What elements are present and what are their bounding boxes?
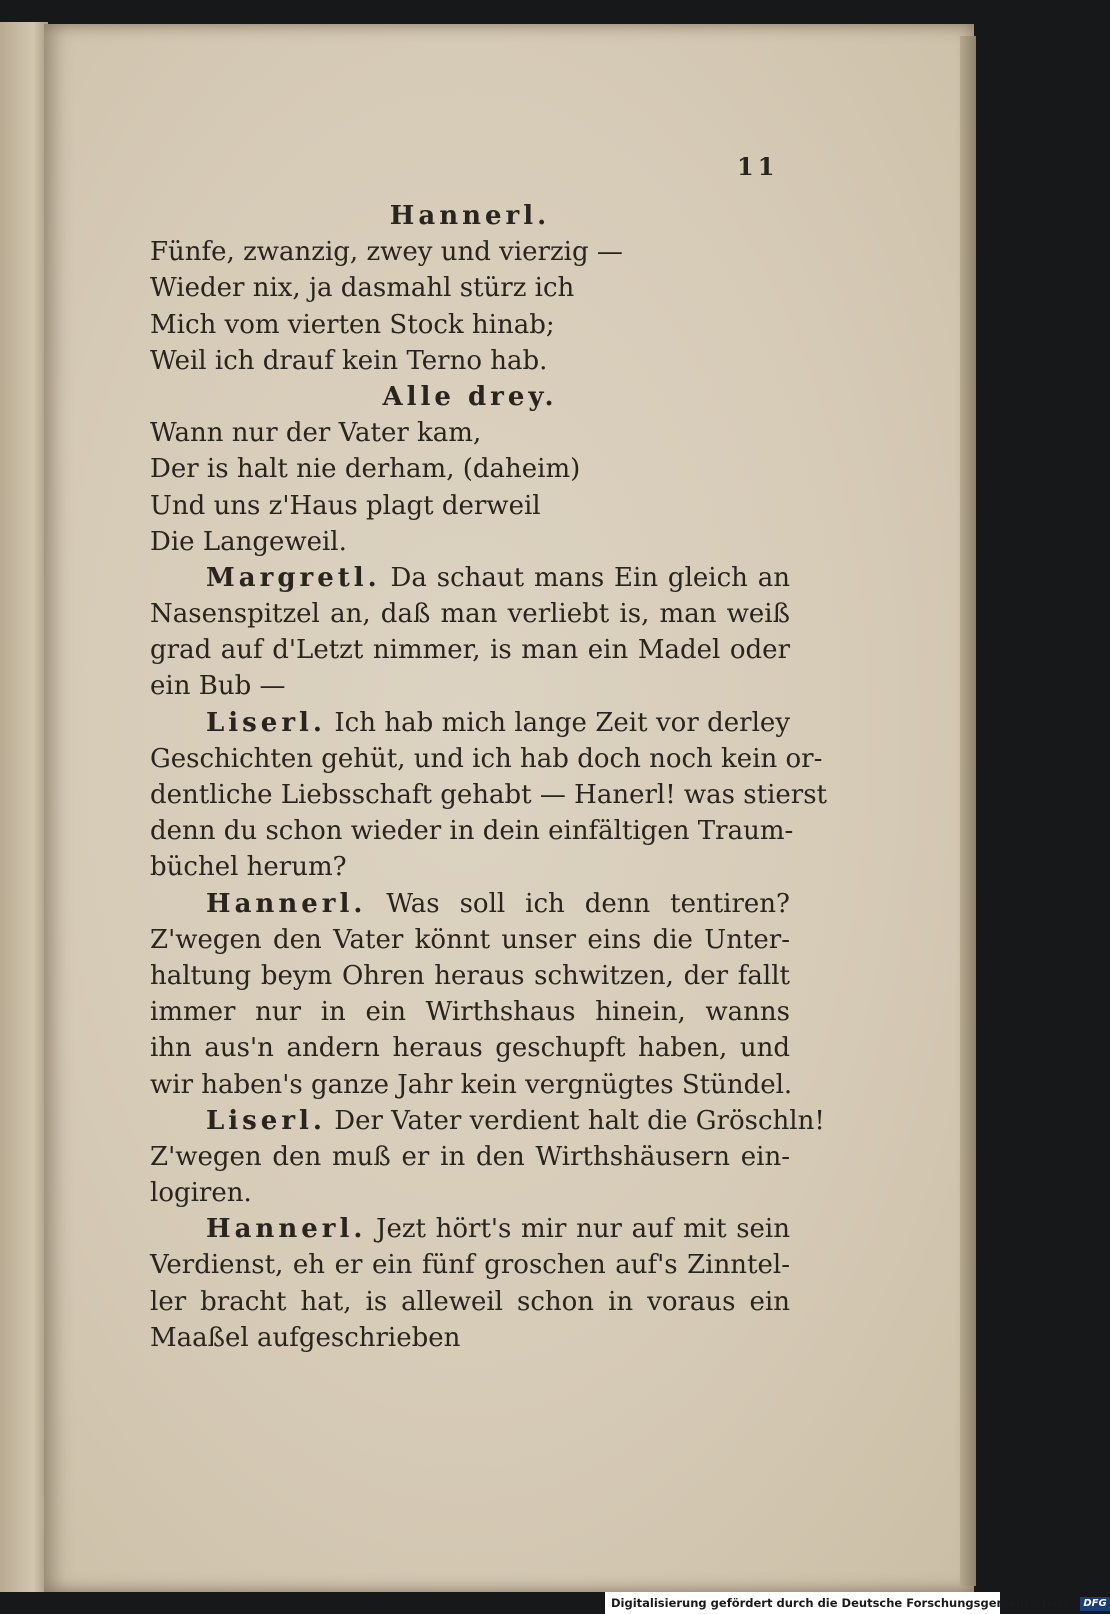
text-line — [150, 451, 790, 487]
speaker-name: Hannerl. — [206, 888, 367, 919]
text-line — [150, 813, 794, 849]
text-line — [150, 886, 790, 922]
line-text: immer nur in ein Wirthshaus hinein, wanns — [150, 997, 790, 1028]
text-line — [150, 1067, 793, 1103]
speaker-name: Liserl. — [206, 707, 326, 738]
line-text: Verdienst, eh er ein fünf groschen auf's Zinntel- — [150, 1250, 790, 1281]
text-line — [150, 1247, 790, 1283]
speech-text: Ich hab mich lange Zeit vor derley — [334, 707, 791, 738]
speech-text: Da schaut mans Ein gleich an — [390, 562, 791, 593]
text-line — [150, 560, 790, 596]
credit-text: Digitalisierung gefördert durch die Deutsche Forschungsgemeinschaft - — [611, 1596, 1078, 1610]
line-text: ler bracht hat, is alleweil schon in voraus ein — [150, 1286, 790, 1317]
line-text: grad auf d'Letzt nimmer, is man ein Madel oder — [150, 635, 790, 666]
line-text: Maaßel aufgeschrieben — [150, 1322, 461, 1353]
text-line — [150, 596, 790, 632]
text-line — [150, 234, 790, 270]
line-text: Geschichten gehüt, und ich hab doch noch kein or- — [150, 743, 823, 774]
text-line — [150, 1139, 790, 1175]
speaker-name: Hannerl. — [389, 201, 551, 231]
text-line — [150, 1030, 790, 1066]
line-text: wir haben's ganze Jahr kein vergnügtes Stündel. — [150, 1069, 793, 1100]
facing-page-edge — [0, 22, 48, 1592]
text-line — [150, 922, 790, 958]
text-line — [150, 488, 790, 524]
speaker-name: Hannerl. — [206, 1214, 367, 1245]
speaker-heading — [150, 198, 790, 234]
speech-text: Der Vater verdient halt die Gröschln! — [334, 1105, 825, 1136]
line-text: dentliche Liebsschaft gehabt — Hanerl! was stierst — [150, 780, 827, 810]
line-text: Z'wegen den muß er in den Wirthshäusern ein- — [150, 1141, 790, 1172]
line-text: Wieder nix, ja dasmahl stürz ich — [150, 273, 575, 304]
line-text: logiren. — [150, 1178, 252, 1209]
page-text — [150, 198, 827, 1356]
line-text: Mich vom vierten Stock hinab; — [150, 309, 555, 340]
line-text: ein Bub — — [150, 671, 286, 702]
page-stack-edge — [960, 36, 976, 1586]
line-text: Fünfe, zwanzig, zwey und vierzig — — [150, 237, 623, 268]
speaker-name: Margretl. — [206, 562, 381, 593]
text-line — [150, 524, 790, 560]
line-text: denn du schon wieder in dein einfältigen Traum- — [150, 816, 794, 847]
line-text: Und uns z'Haus plagt derweil — [150, 490, 541, 521]
text-line — [150, 343, 790, 379]
text-line — [150, 777, 827, 813]
text-line — [150, 1284, 790, 1320]
line-text: Z'wegen den Vater könnt unser eins die Unter- — [150, 924, 790, 955]
text-line — [150, 705, 790, 741]
text-line — [150, 307, 790, 343]
text-line — [150, 1175, 790, 1211]
dfg-logo: DFG — [1080, 1597, 1109, 1611]
text-line — [150, 958, 790, 994]
line-text: büchel herum? — [150, 852, 347, 883]
speech-text: Was soll ich denn tentiren? — [386, 888, 790, 919]
speaker-name: Liserl. — [206, 1105, 326, 1136]
text-line — [150, 415, 790, 451]
text-line — [150, 994, 790, 1030]
line-text: Wann nur der Vater kam, — [150, 418, 482, 449]
text-line — [150, 1103, 825, 1139]
digitization-credit — [605, 1592, 1107, 1614]
line-text: Der is halt nie derham, (daheim) — [150, 454, 581, 485]
speaker-name: Alle drey. — [382, 381, 558, 412]
text-line — [150, 1320, 790, 1356]
speaker-heading — [150, 379, 790, 415]
text-line — [150, 270, 790, 306]
line-text: Nasenspitzel an, daß man verliebt is, man weiß — [150, 599, 790, 630]
speech-text: Jezt hört's mir nur auf mit sein — [376, 1214, 790, 1245]
text-line — [150, 741, 823, 777]
line-text: ihn aus'n andern heraus geschupft haben, und — [150, 1033, 790, 1064]
text-line — [150, 632, 790, 668]
line-text: Die Langeweil. — [150, 526, 347, 557]
text-line — [150, 849, 790, 885]
text-line — [150, 1211, 790, 1247]
text-line — [150, 668, 790, 704]
line-text: haltung beym Ohren heraus schwitzen, der fallt — [150, 960, 790, 991]
page-number: 11 — [737, 152, 779, 181]
line-text: Weil ich drauf kein Terno hab. — [150, 345, 548, 376]
